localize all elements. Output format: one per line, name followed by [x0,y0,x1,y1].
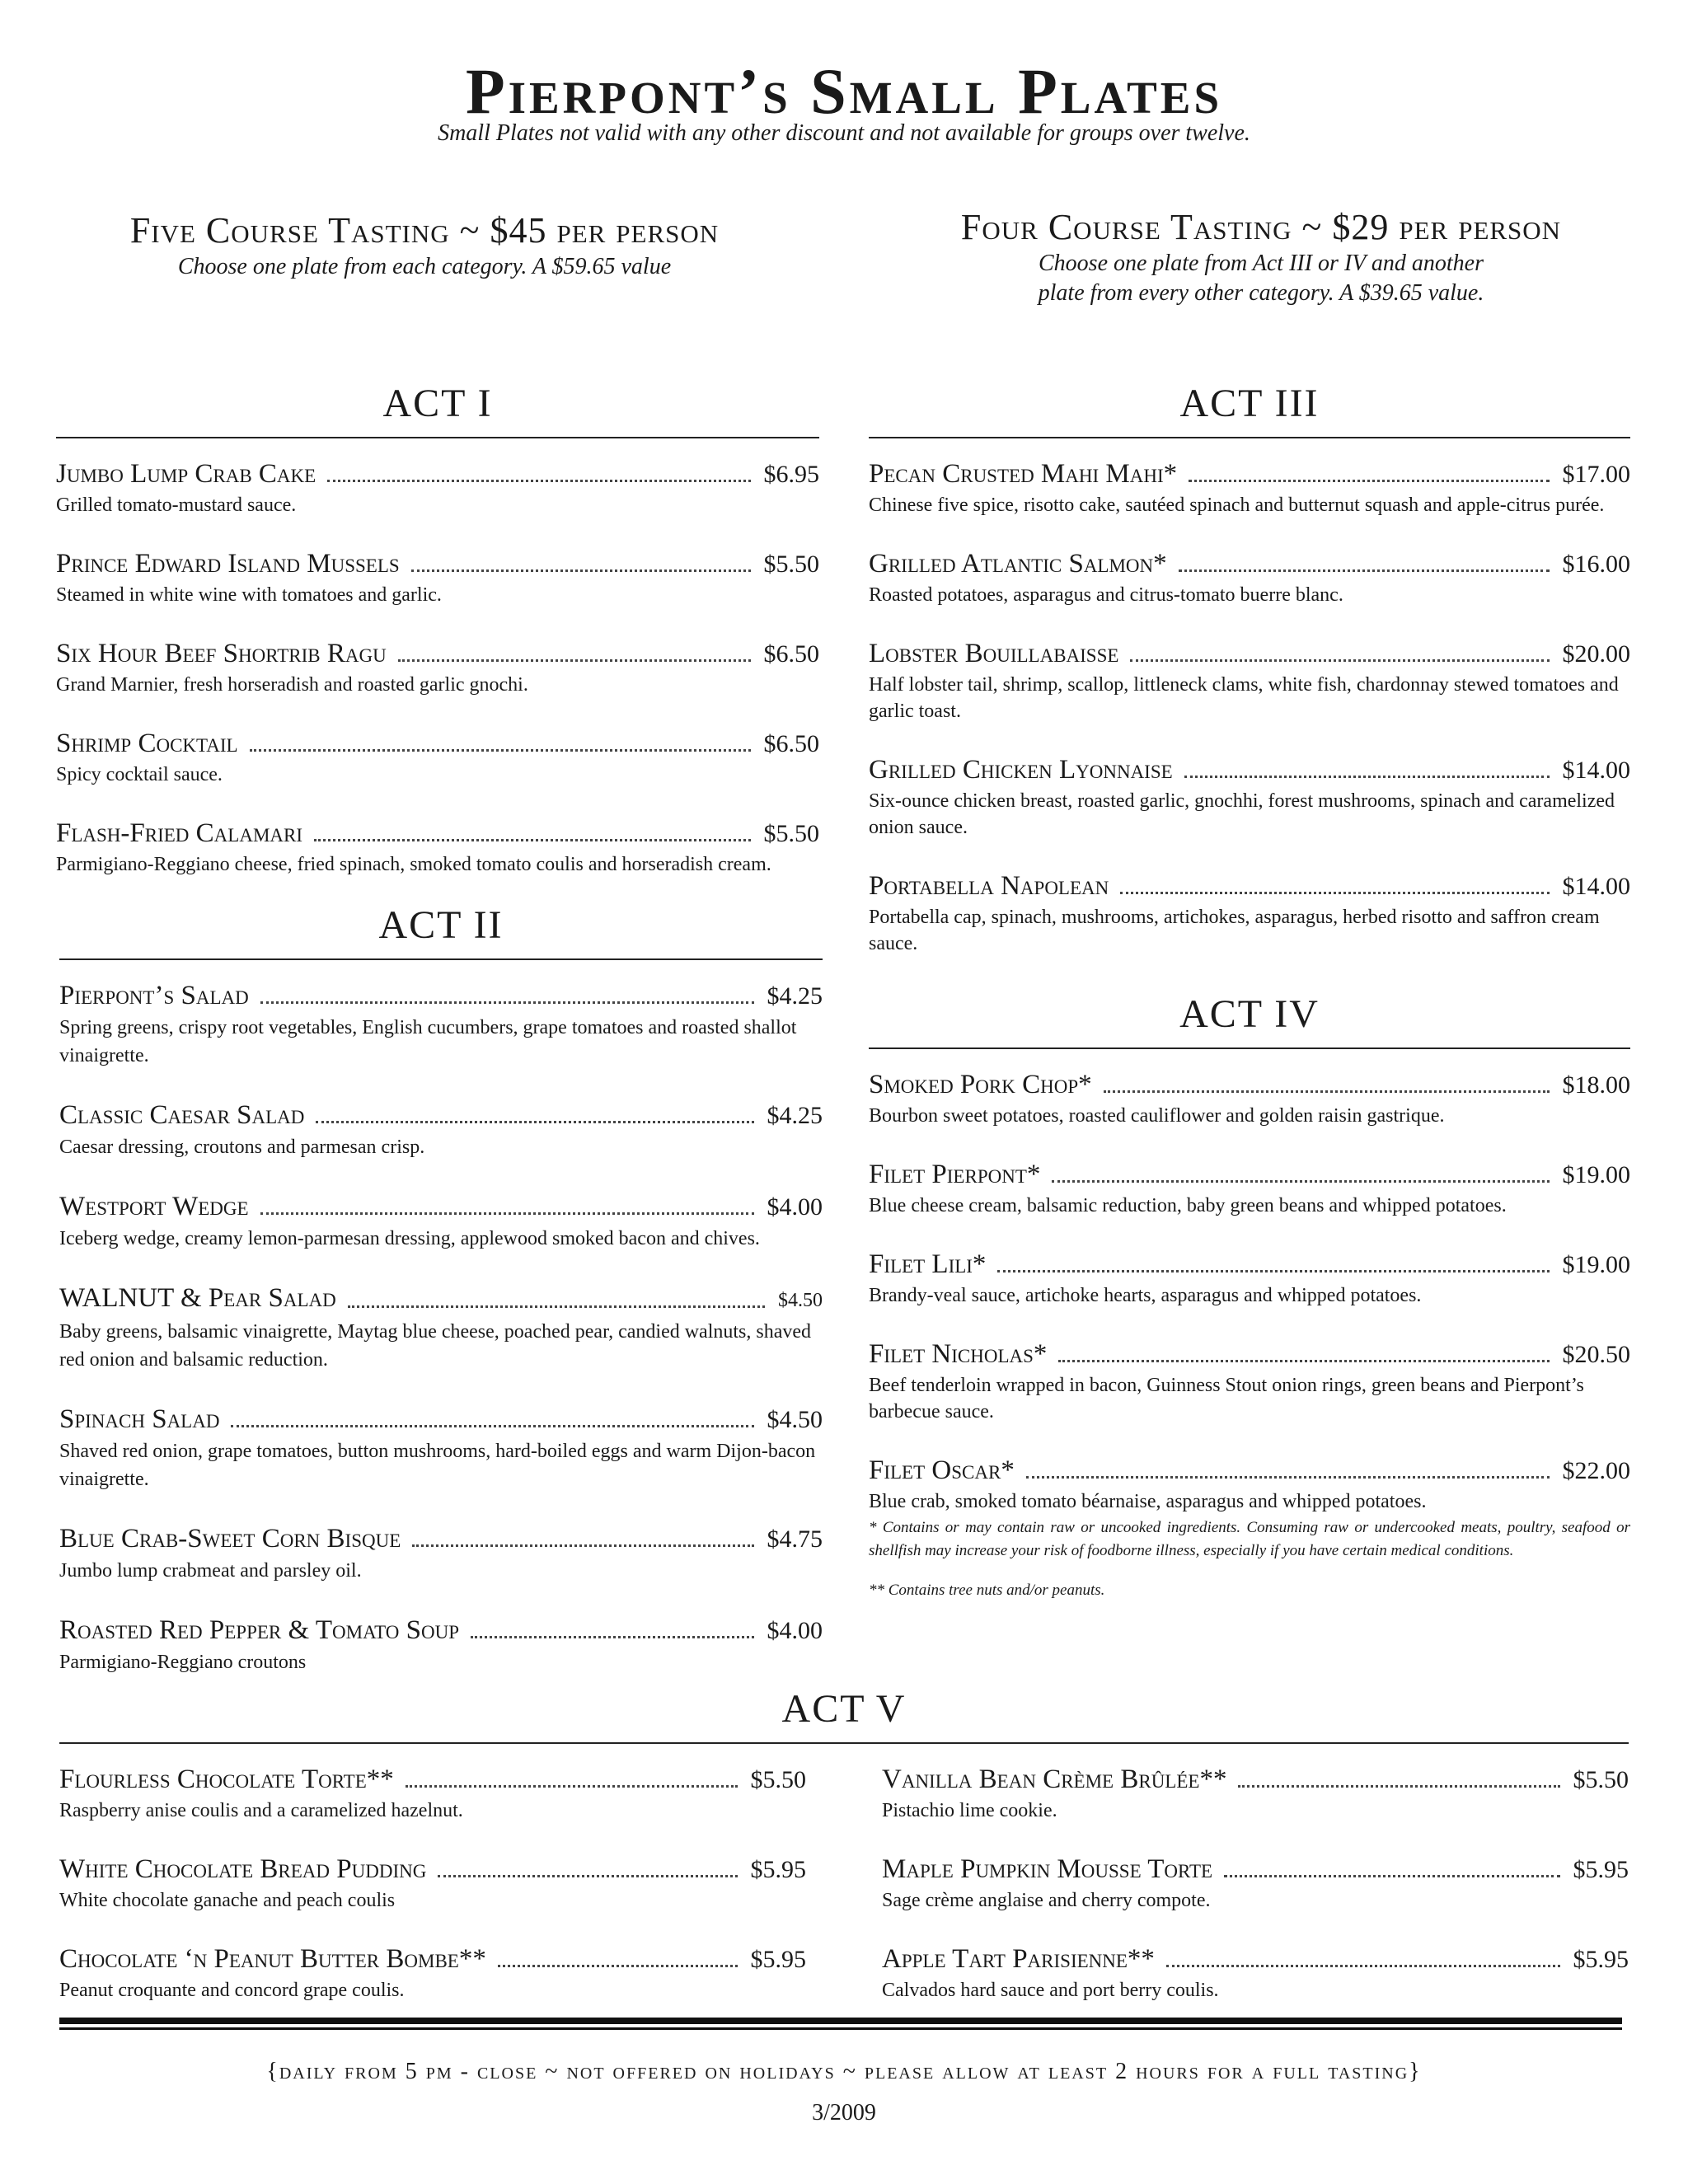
act-5-left-column [59,1764,806,2033]
item-name: Flourless Chocolate Torte** [59,1765,394,1794]
item-price: $4.50 [778,1290,823,1311]
item-name: Blue Crab-Sweet Corn Bisque [59,1524,401,1554]
menu-item [882,1854,1629,1914]
act-2-section [59,902,823,1706]
menu-title: Pierpont’s Small Plates [465,55,1223,127]
menu-item [56,638,819,698]
item-name: Grilled Atlantic Salmon* [869,549,1167,579]
item-price: $18.00 [1562,1071,1630,1099]
menu-item [869,1159,1630,1219]
menu-item [56,548,819,608]
act-4-section [869,991,1630,1544]
item-price: $19.00 [1562,1161,1630,1188]
item-price: $5.95 [750,1946,806,1973]
act-4-title: ACT IV [869,991,1630,1049]
item-price: $4.75 [767,1526,823,1553]
item-name: Pierpont’s Salad [59,981,249,1010]
four-course-desc-line1: Choose one plate from Act III or IV and another [1039,251,1484,276]
menu-date: 3/2009 [812,2100,876,2125]
dot-leader [1224,1874,1559,1877]
menu-item [59,1282,823,1374]
item-name: Portabella Napolean [869,871,1109,901]
item-description: Baby greens, balsamic vinaigrette, Maytag blue cheese, poached pear, candied walnuts, shaved red onion and balsamic reduction. [59,1321,812,1371]
dot-leader [406,1784,738,1788]
item-name: White Chocolate Bread Pudding [59,1854,427,1884]
act-5-right-column [882,1764,1629,2033]
item-name: Classic Caesar Salad [59,1100,305,1130]
item-description: Steamed in white wine with tomatoes and garlic. [56,584,442,606]
item-price: $5.95 [1573,1856,1629,1883]
item-description: Iceberg wedge, creamy lemon-parmesan dressing, applewood smoked bacon and chives. [59,1228,760,1249]
item-name: Pecan Crusted Mahi Mahi* [869,459,1178,489]
five-course-tasting [58,209,791,282]
dot-leader [231,1424,753,1427]
item-price: $5.50 [763,820,819,847]
act-5-section [59,1686,1629,2033]
item-description: Bourbon sweet potatoes, roasted cauliflower and golden raisin gastrique. [869,1105,1445,1127]
menu-item [882,1764,1629,1824]
menu-item [59,1943,806,2004]
item-price: $5.50 [750,1766,806,1793]
dot-leader [316,1120,753,1123]
dot-leader [1179,569,1550,572]
item-description: Parmigiano-Reggiano cheese, fried spinach, smoked tomato coulis and horseradish cream. [56,854,771,875]
item-price: $6.95 [763,461,819,488]
item-price: $14.00 [1562,873,1630,900]
item-price: $22.00 [1562,1457,1630,1484]
act-3-section [869,381,1630,987]
dot-leader [1238,1784,1559,1788]
menu-item [56,458,819,518]
dot-leader [260,1001,754,1004]
menu-item [869,458,1630,518]
item-description: Beef tenderloin wrapped in bacon, Guinness Stout onion rings, green beans and Pierpont’s barbecue sauce. [869,1375,1584,1422]
item-price: $4.00 [767,1193,823,1221]
item-description: Raspberry anise coulis and a caramelized hazelnut. [59,1800,463,1821]
dot-leader [327,479,750,482]
item-description: Chinese five spice, risotto cake, sautéed spinach and butternut squash and apple-citrus purée. [869,494,1605,516]
item-description: Brandy-veal sauce, artichoke hearts, asparagus and whipped potatoes. [869,1285,1422,1306]
menu-item [869,1249,1630,1309]
menu-item [59,1099,823,1161]
dot-leader [1130,658,1549,662]
item-price: $4.25 [767,1102,823,1129]
act-5-columns [59,1764,1629,2033]
item-price: $5.50 [1573,1766,1629,1793]
four-course-tasting [882,206,1640,308]
item-description: Blue cheese cream, balsamic reduction, baby green beans and whipped potatoes. [869,1195,1507,1216]
dot-leader [1058,1359,1549,1362]
menu-item [56,818,819,878]
item-price: $19.00 [1562,1251,1630,1278]
act-1-section [56,381,819,907]
act-5-title: ACT V [59,1686,1629,1744]
menu-item [59,1615,823,1676]
item-price: $20.50 [1562,1341,1630,1368]
item-price: $6.50 [763,640,819,668]
item-price: $17.00 [1562,461,1630,488]
five-course-desc: Choose one plate from each category. A $59.65 value [177,254,672,279]
item-name: Spinach Salad [59,1404,220,1434]
dot-leader [411,569,751,572]
dot-leader [1104,1090,1550,1093]
item-name: Vanilla Bean Crème Brûlée** [882,1765,1227,1794]
dot-leader [348,1305,765,1308]
item-name: Filet Lili* [869,1249,987,1279]
menu-item [59,1404,823,1493]
item-price: $5.50 [763,551,819,578]
item-description: Sage crème anglaise and cherry compote. [882,1890,1211,1911]
dot-leader [250,748,751,752]
item-price: $5.95 [1573,1946,1629,1973]
menu-item [59,1191,823,1253]
item-description: Jumbo lump crabmeat and parsley oil. [59,1560,362,1582]
item-name: WALNUT & Pear Salad [59,1283,336,1313]
menu-item [869,754,1630,841]
dot-leader [1184,775,1550,778]
item-price: $4.00 [767,1617,823,1644]
four-course-title: Four Course Tasting ~ $29 per person [960,207,1562,247]
dot-leader [314,838,750,841]
nuts-footnote: ** Contains tree nuts and/or peanuts. [869,1582,1105,1599]
menu-item [869,870,1630,957]
item-name: Prince Edward Island Mussels [56,549,400,579]
menu-item [59,1764,806,1824]
item-name: Maple Pumpkin Mousse Torte [882,1854,1213,1884]
item-name: Filet Oscar* [869,1455,1015,1485]
raw-food-footnote: * Contains or may contain raw or uncooked ingredients. Consuming raw or undercooked meats, poultry, seafood or shellfish may increase your risk of foodborne illness, especially if you have certain medical conditions. [869,1519,1630,1559]
item-price: $5.95 [750,1856,806,1883]
item-description: Portabella cap, spinach, mushrooms, artichokes, asparagus, herbed risotto and saffron cream sauce. [869,907,1600,954]
menu-item [869,1069,1630,1129]
menu-item [869,638,1630,724]
item-description: Peanut croquante and concord grape coulis. [59,1980,405,2001]
item-description: Blue crab, smoked tomato béarnaise, asparagus and whipped potatoes. [869,1491,1427,1512]
act-1-title: ACT I [56,381,819,438]
menu-item [869,1338,1630,1425]
dot-leader [1026,1475,1550,1479]
menu-item [869,1455,1630,1515]
menu-subtitle: Small Plates not valid with any other discount and not available for groups over twelve. [438,120,1250,146]
item-name: Smoked Pork Chop* [869,1070,1092,1099]
item-description: Roasted potatoes, asparagus and citrus-tomato buerre blanc. [869,584,1343,606]
item-description: Parmigiano-Reggiano croutons [59,1652,307,1673]
dot-leader [471,1635,754,1638]
item-name: Grilled Chicken Lyonnaise [869,755,1173,785]
dot-leader [1166,1964,1560,1967]
item-name: Westport Wedge [59,1192,249,1221]
dot-leader [1052,1179,1549,1183]
dot-leader [412,1544,753,1547]
dot-leader [260,1212,754,1215]
item-price: $14.00 [1562,757,1630,784]
item-description: Caesar dressing, croutons and parmesan crisp. [59,1137,425,1158]
item-description: Shaved red onion, grape tomatoes, button mushrooms, hard-boiled eggs and warm Dijon-bacon vinaigrette. [59,1441,816,1490]
dot-leader [1120,891,1549,894]
footer-rule-thick [59,2018,1622,2024]
item-price: $20.00 [1562,640,1630,668]
item-description: Half lobster tail, shrimp, scallop, littleneck clams, white fish, chardonnay stewed tomatoes and garlic toast. [869,674,1619,722]
dot-leader [438,1874,737,1877]
act-3-title: ACT III [869,381,1630,438]
menu-item [882,1943,1629,2004]
item-description: Grilled tomato-mustard sauce. [56,494,297,516]
item-name: Filet Nicholas* [869,1339,1048,1369]
dot-leader [498,1964,738,1967]
item-name: Filet Pierpont* [869,1160,1041,1189]
item-name: Six Hour Beef Shortrib Ragu [56,639,387,668]
item-price: $16.00 [1562,551,1630,578]
item-price: $4.25 [767,982,823,1010]
item-name: Lobster Bouillabaisse [869,639,1119,668]
item-name: Apple Tart Parisienne** [882,1944,1155,1974]
dot-leader [1189,479,1549,482]
dot-leader [398,658,751,662]
item-description: Calvados hard sauce and port berry coulis. [882,1980,1219,2001]
item-price: $6.50 [763,730,819,757]
item-name: Chocolate ‘n Peanut Butter Bombe** [59,1944,486,1974]
footnotes [869,1516,1630,1619]
five-course-title: Five Course Tasting ~ $45 per person [129,210,720,251]
item-description: Grand Marnier, fresh horseradish and roasted garlic gnochi. [56,674,528,696]
item-description: Spicy cocktail sauce. [56,764,223,785]
four-course-desc-line2: plate from every other category. A $39.65 value. [1038,280,1484,306]
hours-notice: {daily from 5 pm - close ~ not offered on holidays ~ please allow at least 2 hours for a full tasting} [266,2059,1422,2084]
footer-rule-thin [59,2027,1622,2030]
item-name: Shrimp Cocktail [56,729,238,758]
item-description: Spring greens, crispy root vegetables, English cucumbers, grape tomatoes and roasted shallot vinaigrette. [59,1017,797,1066]
menu-item [869,548,1630,608]
item-name: Jumbo Lump Crab Cake [56,459,316,489]
menu-item [59,1523,823,1585]
dot-leader [997,1269,1549,1272]
item-description: Six-ounce chicken breast, roasted garlic, gnochhi, forest mushrooms, spinach and caramelized onion sauce. [869,790,1615,838]
menu-item [56,728,819,788]
menu-item [59,980,823,1070]
item-name: Roasted Red Pepper & Tomato Soup [59,1615,459,1645]
menu-item [59,1854,806,1914]
item-name: Flash-Fried Calamari [56,818,303,848]
item-description: Pistachio lime cookie. [882,1800,1057,1821]
item-description: White chocolate ganache and peach coulis [59,1890,396,1911]
item-price: $4.50 [767,1406,823,1433]
act-2-title: ACT II [59,902,823,960]
